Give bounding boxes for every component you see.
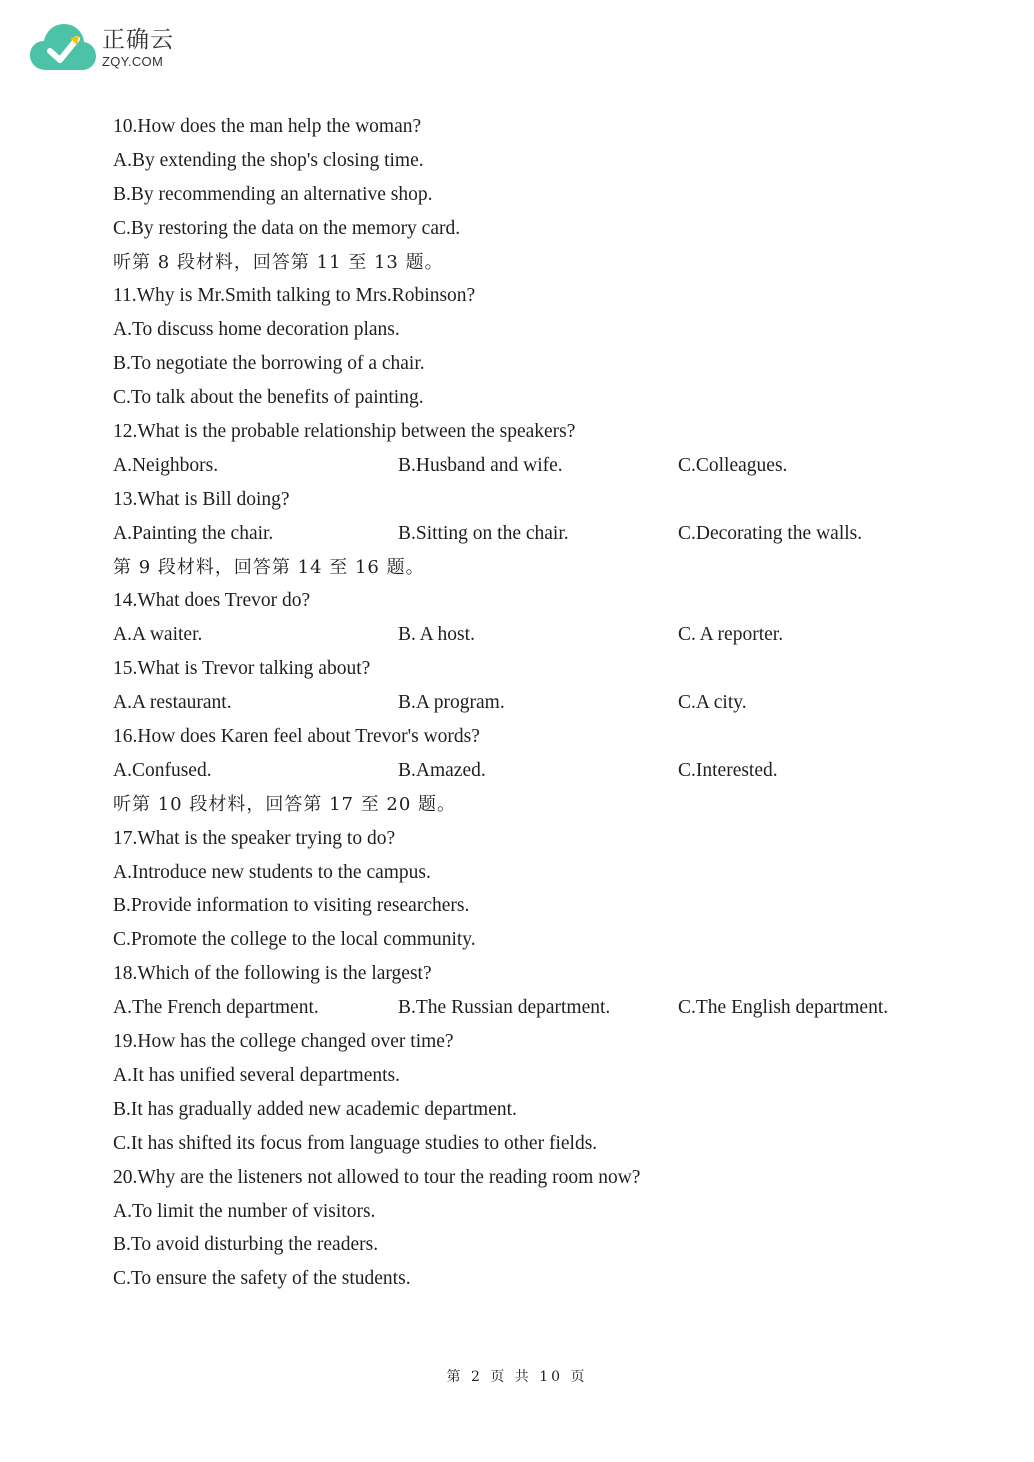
- answer-options-row: [113, 754, 993, 788]
- question-line: C.It has shifted its focus from language studies to other fields.: [113, 1132, 598, 1154]
- question-line: A.To discuss home decoration plans.: [113, 319, 400, 341]
- logo-domain-text: ZQY.COM: [102, 53, 164, 69]
- question-line: 13.What is Bill doing?: [113, 488, 290, 510]
- section-heading: 听第 10 段材料，回答第 17 至 20 题。: [113, 793, 457, 815]
- option-b: B.Sitting on the chair.: [398, 522, 569, 544]
- option-a: A.A waiter.: [113, 624, 203, 646]
- section-heading: 第 9 段材料，回答第 14 至 16 题。: [113, 556, 425, 578]
- logo: [30, 22, 174, 74]
- option-c: C.The English department.: [678, 997, 889, 1019]
- question-line: 12.What is the probable relationship between the speakers?: [113, 421, 576, 443]
- question-line: 10.How does the man help the woman?: [113, 116, 422, 137]
- question-line: 11.Why is Mr.Smith talking to Mrs.Robinson?: [113, 285, 476, 307]
- question-line: C.To talk about the benefits of painting.: [113, 387, 424, 409]
- option-a: A.Neighbors.: [113, 454, 219, 476]
- answer-options-row: [113, 991, 993, 1025]
- question-line: B.By recommending an alternative shop.: [113, 183, 433, 205]
- question-line: B.It has gradually added new academic department.: [113, 1098, 517, 1120]
- option-c: C.A city.: [678, 692, 747, 714]
- question-line: B.Provide information to visiting researchers.: [113, 895, 470, 917]
- question-line: A.It has unified several departments.: [113, 1064, 400, 1086]
- question-line: 15.What is Trevor talking about?: [113, 658, 371, 680]
- question-line: A.To limit the number of visitors.: [113, 1200, 376, 1222]
- option-b: B.Husband and wife.: [398, 454, 563, 476]
- logo-chinese-text: 正确云: [102, 26, 174, 53]
- answer-options-row: [113, 618, 993, 652]
- option-b: B.Amazed.: [398, 759, 486, 781]
- option-c: C.Colleagues.: [678, 454, 788, 476]
- question-line: 16.How does Karen feel about Trevor's words?: [113, 726, 480, 748]
- option-a: A.The French department.: [113, 997, 319, 1019]
- question-line: 20.Why are the listeners not allowed to tour the reading room now?: [113, 1166, 641, 1188]
- answer-options-row: [113, 517, 993, 551]
- option-c: C. A reporter.: [678, 624, 784, 646]
- question-line: 14.What does Trevor do?: [113, 590, 311, 612]
- question-content: [113, 110, 993, 1296]
- answer-options-row: [113, 686, 993, 720]
- option-b: B. A host.: [398, 624, 475, 646]
- option-c: C.Interested.: [678, 759, 778, 781]
- question-line: C.To ensure the safety of the students.: [113, 1268, 411, 1290]
- page-footer: 第 2 页 共 10 页: [446, 1369, 588, 1385]
- option-b: B.The Russian department.: [398, 997, 611, 1019]
- cloud-check-icon: [30, 22, 96, 74]
- option-a: A.Confused.: [113, 759, 212, 781]
- option-a: A.A restaurant.: [113, 692, 232, 714]
- question-line: B.To negotiate the borrowing of a chair.: [113, 353, 425, 375]
- question-line: 17.What is the speaker trying to do?: [113, 827, 396, 849]
- question-line: C.Promote the college to the local community.: [113, 929, 476, 951]
- option-b: B.A program.: [398, 692, 505, 714]
- section-heading: 听第 8 段材料，回答第 11 至 13 题。: [113, 251, 444, 273]
- answer-options-row: [113, 449, 993, 483]
- question-line: 19.How has the college changed over time?: [113, 1031, 454, 1053]
- option-c: C.Decorating the walls.: [678, 522, 863, 544]
- question-line: A.Introduce new students to the campus.: [113, 861, 431, 883]
- option-a: A.Painting the chair.: [113, 522, 274, 544]
- question-line: A.By extending the shop's closing time.: [113, 149, 424, 171]
- question-line: B.To avoid disturbing the readers.: [113, 1234, 379, 1256]
- question-line: 18.Which of the following is the largest?: [113, 963, 432, 985]
- question-line: C.By restoring the data on the memory card.: [113, 217, 461, 239]
